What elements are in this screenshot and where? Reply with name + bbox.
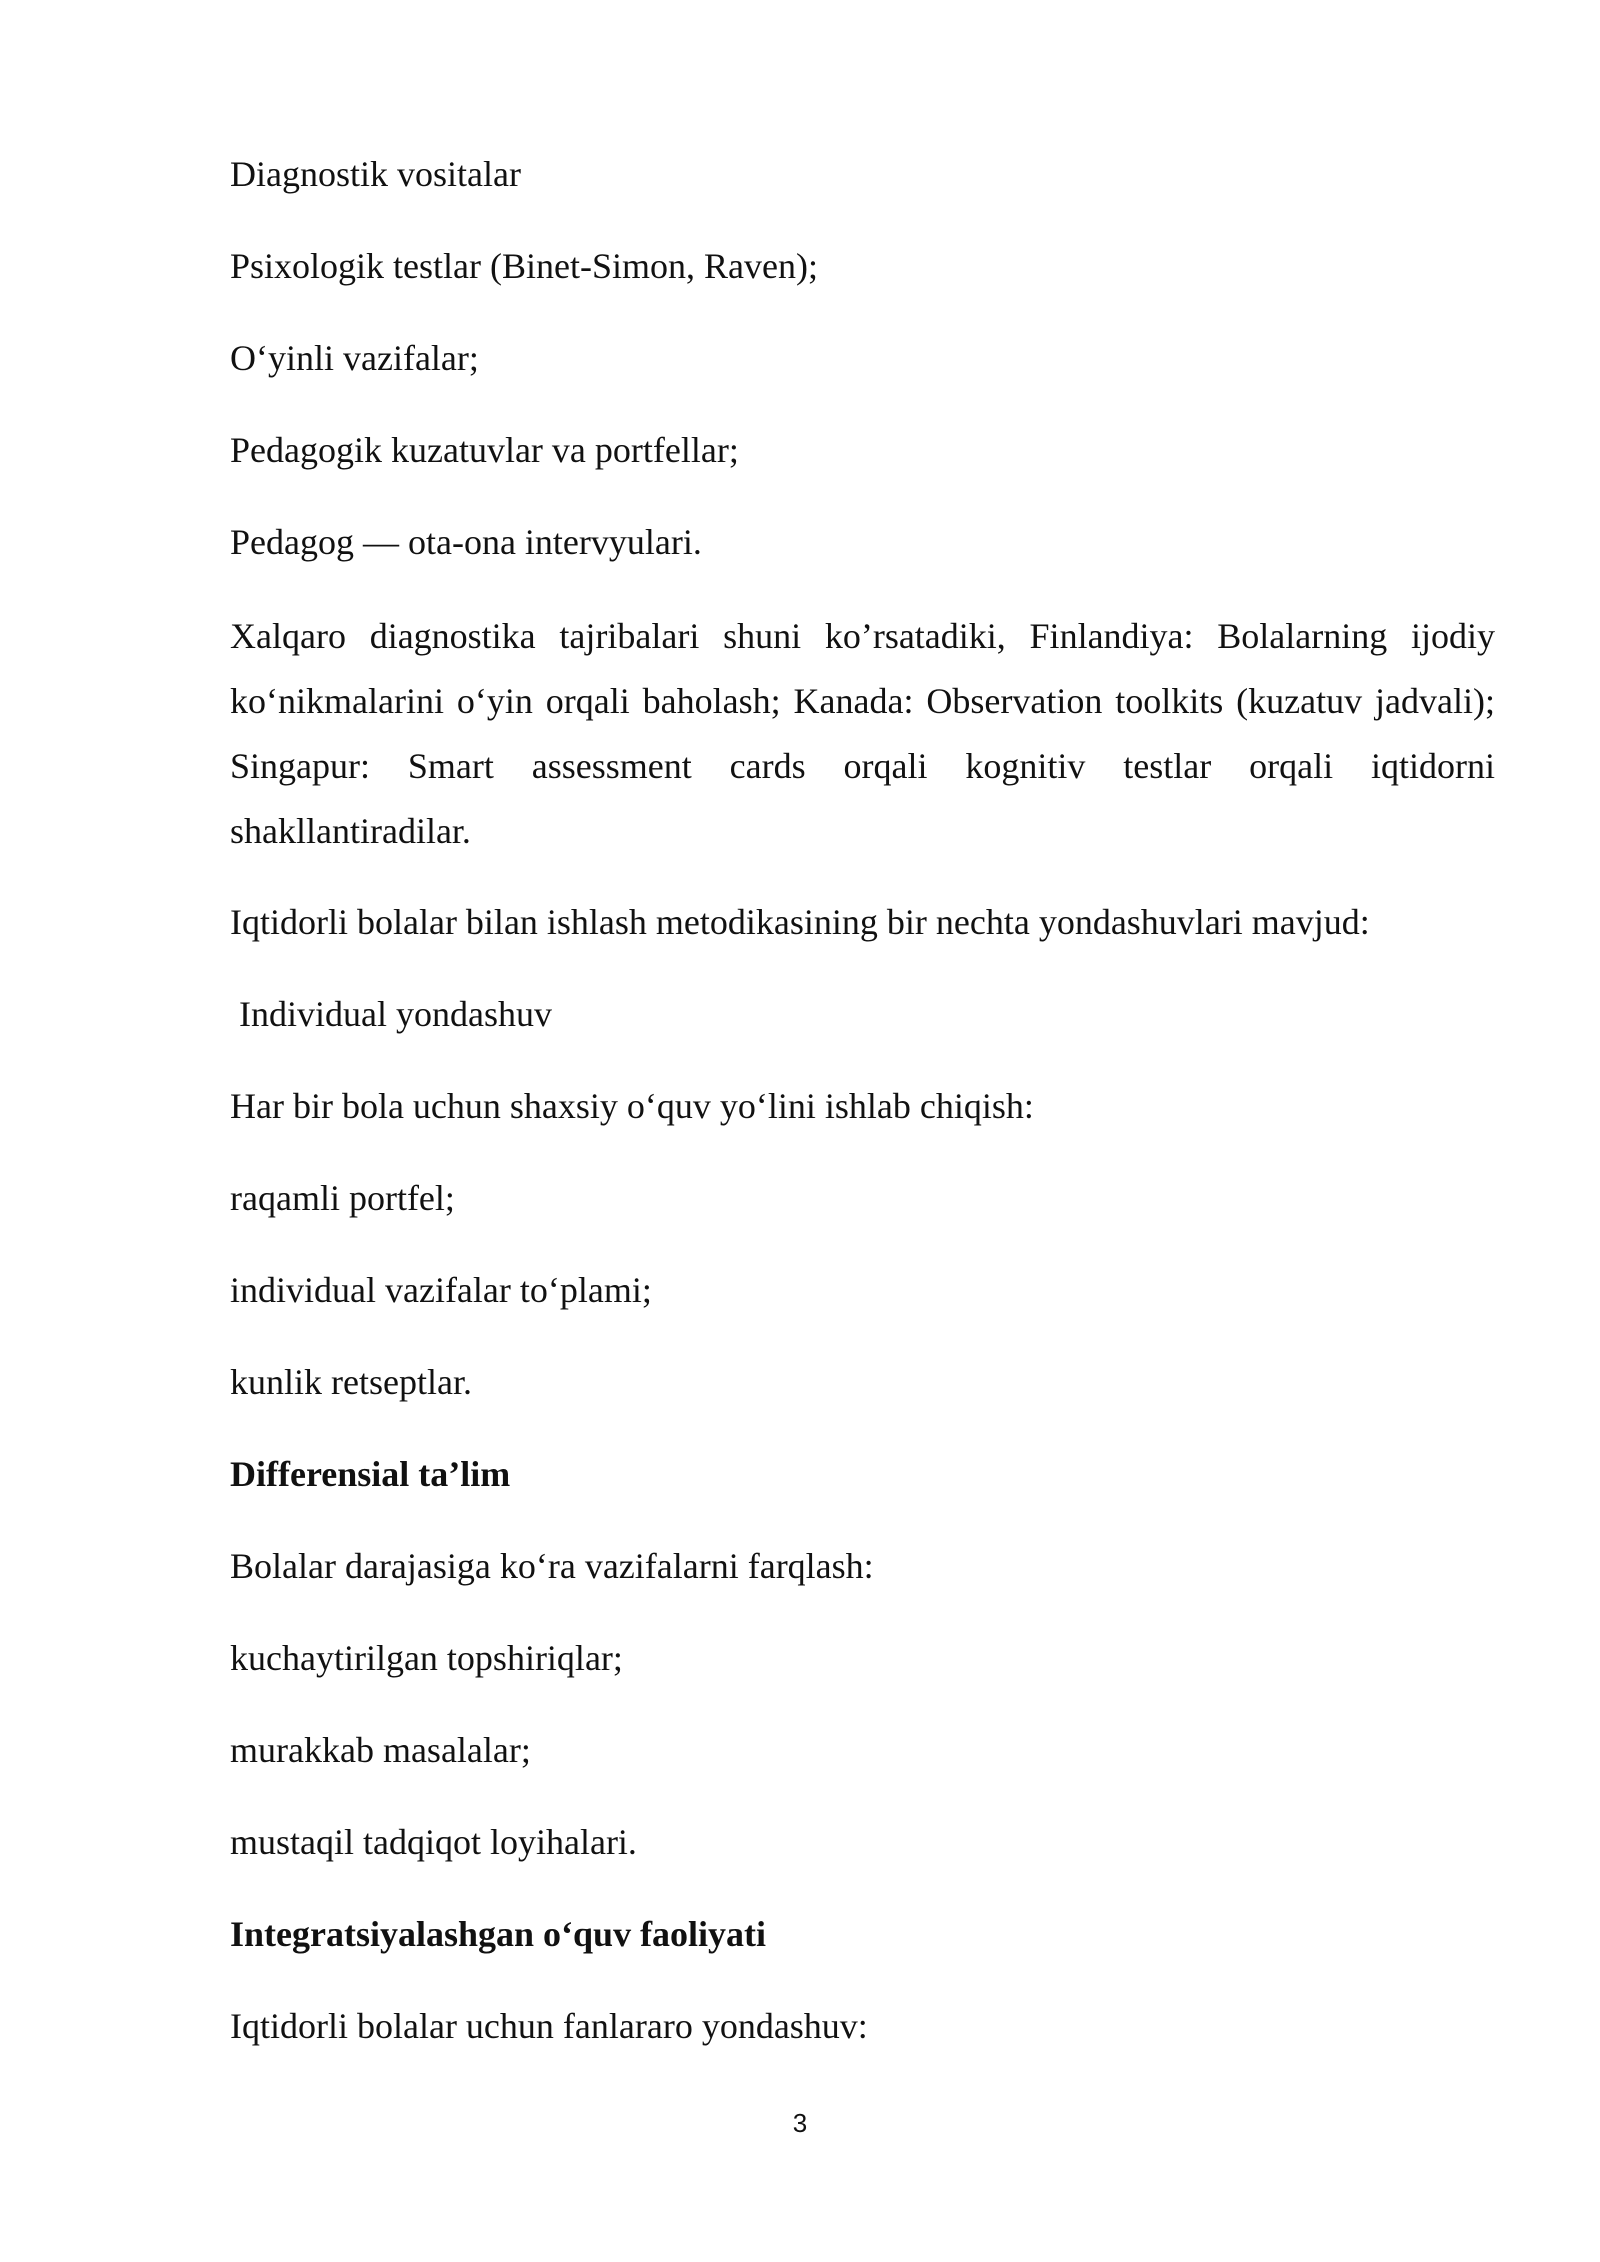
paragraph-methodology-approaches: Iqtidorli bolalar bilan ishlash metodikasining bir nechta yondashuvlari mavjud: [230,902,1370,942]
list-item-psychological-tests: Psixologik testlar (Binet-Simon, Raven); [230,246,818,286]
list-item-research-projects: mustaqil tadqiqot loyihalari. [230,1822,637,1862]
paragraph-international-experience: Xalqaro diagnostika tajribalari shuni ko’rsatadiki, Finlandiya: Bolalarning ijodiy ko‘nikmalarini o‘yin orqali baholash; Kanada: Observation toolkits (kuzatuv jadvali); Singapur: Smart assessment cards orqali kognitiv testlar orqali iqtidorni shakllantiradilar. [230,616,1495,851]
list-item-individual-task-set: individual vazifalar to‘plami; [230,1270,652,1310]
list-item-parent-interviews: Pedagog — ota-ona intervyulari. [230,522,702,562]
heading-differential-education: Differensial ta’lim [230,1454,511,1494]
heading-integrated-learning: Integratsiyalashgan o‘quv faoliyati [230,1914,767,1954]
paragraph-differentiate-tasks: Bolalar darajasiga ko‘ra vazifalarni farqlash: [230,1546,874,1586]
list-item-pedagogical-observations: Pedagogik kuzatuvlar va portfellar; [230,430,739,470]
list-item-digital-portfolio: raqamli portfel; [230,1178,455,1218]
list-item-complex-problems: murakkab masalalar; [230,1730,531,1770]
subheading-individual-approach: Individual yondashuv [230,994,552,1034]
paragraph-personal-learning-path: Har bir bola uchun shaxsiy o‘quv yo‘lini ishlab chiqish: [230,1086,1034,1126]
heading-diagnostic-tools: Diagnostik vositalar [230,154,521,194]
paragraph-interdisciplinary-approach: Iqtidorli bolalar uchun fanlararo yondashuv: [230,2006,868,2046]
list-item-daily-prescriptions: kunlik retseptlar. [230,1362,472,1402]
page-number: 3 [792,2108,808,2138]
list-item-enhanced-tasks: kuchaytirilgan topshiriqlar; [230,1638,623,1678]
list-item-game-tasks: O‘yinli vazifalar; [230,338,479,378]
